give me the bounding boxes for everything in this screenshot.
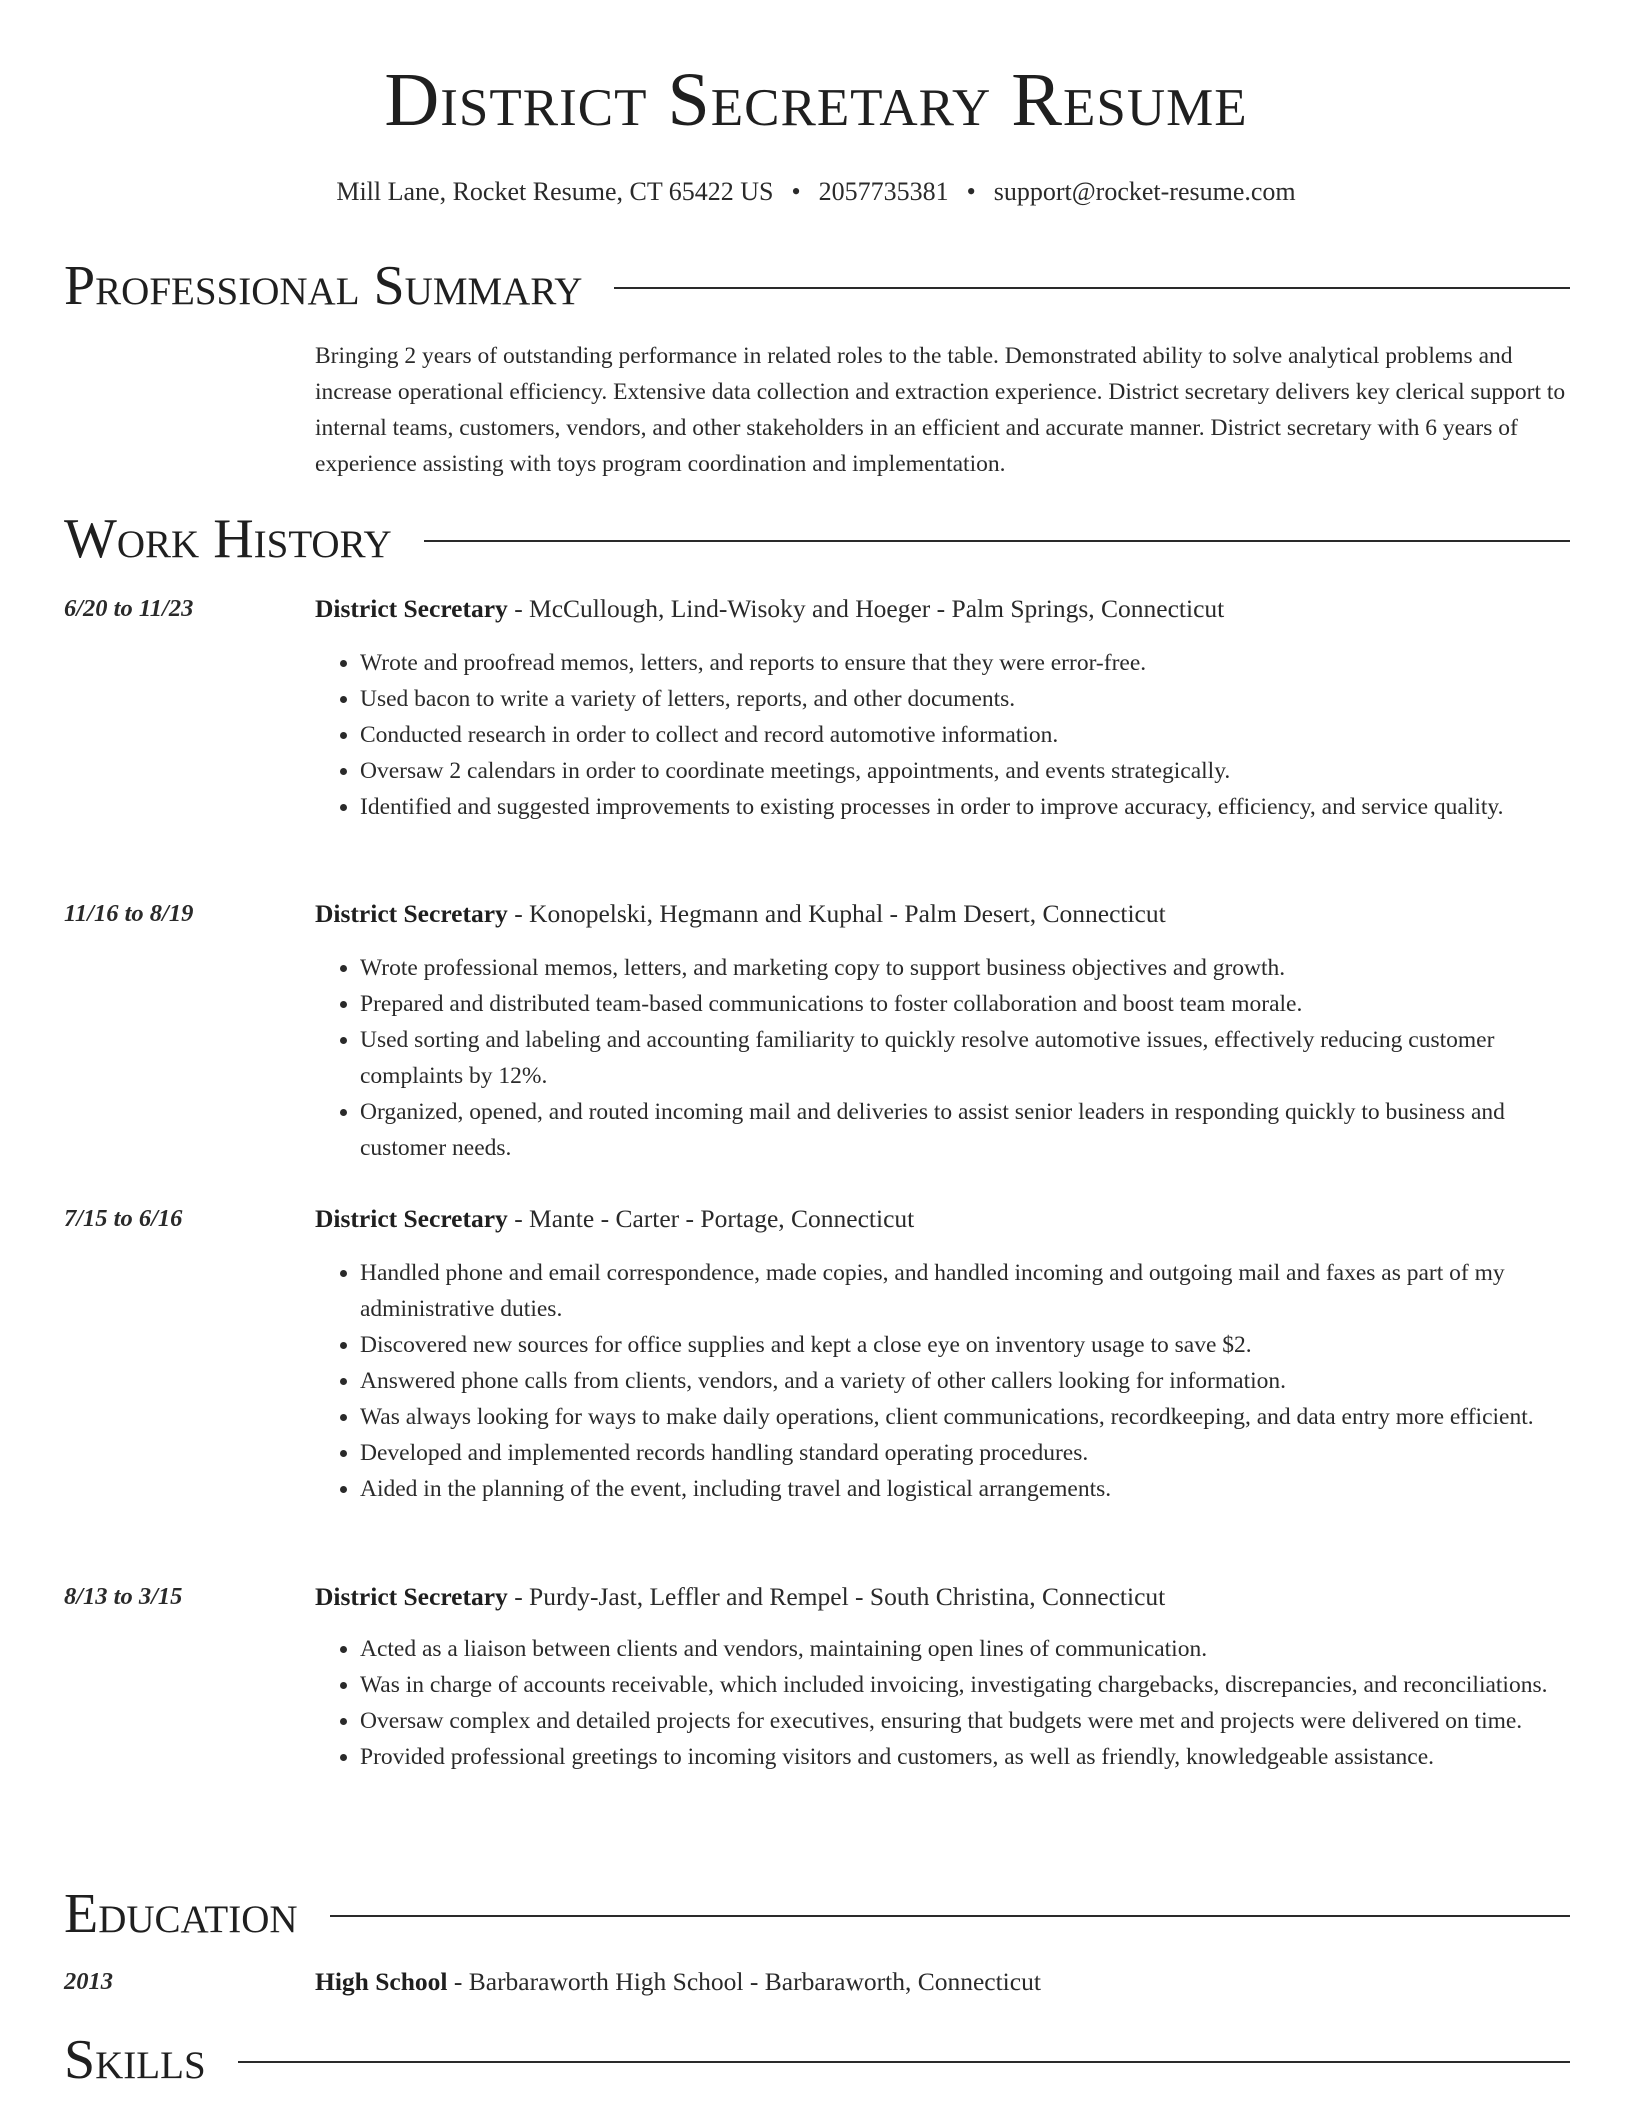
job-date: 6/20 to 11/23: [64, 595, 194, 622]
job-title-line: [315, 591, 1224, 627]
job-date: 7/15 to 6/16: [64, 1205, 183, 1232]
job-bullet: • Conducted research in order to collect and record automotive information.: [360, 717, 1570, 753]
contact-phone: 2057735381: [818, 177, 949, 206]
education-degree: High School: [315, 1967, 448, 1996]
job-bullet: • Used sorting and labeling and accounting familiarity to quickly resolve automotive issues, effectively reducing customer complaints by 12%.: [360, 1022, 1570, 1094]
job-title-line: [315, 1579, 1165, 1615]
section-divider: [424, 540, 1570, 542]
job-date: 11/16 to 8/19: [64, 900, 194, 927]
job-bullet: • Answered phone calls from clients, vendors, and a variety of other callers looking for information.: [360, 1363, 1570, 1399]
job-title: District Secretary: [315, 1582, 508, 1611]
job-bullet: • Acted as a liaison between clients and vendors, maintaining open lines of communication.: [360, 1631, 1570, 1667]
job-bullet: • Was always looking for ways to make daily operations, client communications, recordkeeping, and data entry more efficient.: [360, 1399, 1570, 1435]
job-bullet: • Handled phone and email correspondence, made copies, and handled incoming and outgoing mail and faxes as part of my administrative duties.: [360, 1255, 1570, 1327]
job-details: - Konopelski, Hegmann and Kuphal - Palm Desert, Connecticut: [507, 899, 1166, 928]
job-bullet: • Oversaw 2 calendars in order to coordinate meetings, appointments, and events strategically.: [360, 753, 1570, 789]
job-bullet: • Oversaw complex and detailed projects for executives, ensuring that budgets were met and projects were delivered on time.: [360, 1703, 1570, 1739]
job-bullet: • Wrote and proofread memos, letters, and reports to ensure that they were error-free.: [360, 645, 1570, 681]
contact-email: support@rocket-resume.com: [993, 177, 1296, 206]
job-details: - Mante - Carter - Portage, Connecticut: [507, 1204, 915, 1233]
contact-separator: •: [791, 177, 801, 206]
job-date: 8/13 to 3/15: [64, 1583, 183, 1610]
contact-address: Mill Lane, Rocket Resume, CT 65422 US: [336, 177, 774, 206]
job-bullet: • Identified and suggested improvements to existing processes in order to improve accuracy, efficiency, and service quality.: [360, 789, 1570, 825]
job-title-line: [315, 1201, 914, 1237]
job-title-line: [315, 896, 1166, 932]
job-bullet: • Provided professional greetings to incoming visitors and customers, as well as friendly, knowledgeable assistance.: [360, 1739, 1570, 1775]
job-bullets: [315, 1631, 1570, 1775]
contact-line: [0, 176, 1632, 207]
job-bullets: [315, 645, 1570, 825]
job-details: - Purdy-Jast, Leffler and Rempel - South Christina, Connecticut: [507, 1582, 1166, 1611]
section-header-work-history: [64, 507, 1570, 571]
job-bullet: • Was in charge of accounts receivable, which included invoicing, investigating chargebacks, discrepancies, and reconciliations.: [360, 1667, 1570, 1703]
job-bullet: • Aided in the planning of the event, including travel and logistical arrangements.: [360, 1471, 1570, 1507]
contact-separator: •: [966, 177, 976, 206]
section-divider: [330, 1915, 1570, 1917]
resume-title: District Secretary Resume: [384, 58, 1248, 142]
section-title-work-history: Work History: [64, 508, 392, 570]
section-divider: [614, 287, 1570, 289]
section-header-skills: [64, 2028, 1570, 2092]
job-title: District Secretary: [315, 1204, 508, 1233]
section-header-education: [64, 1882, 1570, 1946]
job-title: District Secretary: [315, 594, 508, 623]
job-bullets: [315, 1255, 1570, 1507]
summary-text: Bringing 2 years of outstanding performance in related roles to the table. Demonstrated ability to solve analytical problems and increase operational efficiency. Extensive data collection and extraction experience. District secretary delivers key clerical support to internal teams, customers, vendors, and other stakeholders in an efficient and accurate manner. District secretary with 6 years of experience assisting with toys program coordination and implementation.: [315, 343, 1566, 477]
job-bullet: • Used bacon to write a variety of letters, reports, and other documents.: [360, 681, 1570, 717]
education-title-line: [315, 1964, 1041, 2000]
education-date: 2013: [64, 1968, 113, 1995]
job-bullets: [315, 950, 1570, 1166]
job-bullet: • Organized, opened, and routed incoming mail and deliveries to assist senior leaders in responding quickly to business and customer needs.: [360, 1094, 1570, 1166]
job-bullet: • Prepared and distributed team-based communications to foster collaboration and boost team morale.: [360, 986, 1570, 1022]
section-header-summary: [64, 254, 1570, 318]
education-details: - Barbaraworth High School - Barbaraworth, Connecticut: [447, 1967, 1041, 1996]
section-title-education: Education: [64, 1883, 298, 1945]
section-title-summary: Professional Summary: [64, 255, 583, 317]
job-bullet: • Wrote professional memos, letters, and marketing copy to support business objectives and growth.: [360, 950, 1570, 986]
job-title: District Secretary: [315, 899, 508, 928]
job-bullet: • Developed and implemented records handling standard operating procedures.: [360, 1435, 1570, 1471]
section-title-skills: Skills: [64, 2029, 206, 2091]
job-bullet: • Discovered new sources for office supplies and kept a close eye on inventory usage to save $2.: [360, 1327, 1570, 1363]
section-divider: [238, 2061, 1570, 2063]
job-details: - McCullough, Lind-Wisoky and Hoeger - Palm Springs, Connecticut: [507, 594, 1225, 623]
